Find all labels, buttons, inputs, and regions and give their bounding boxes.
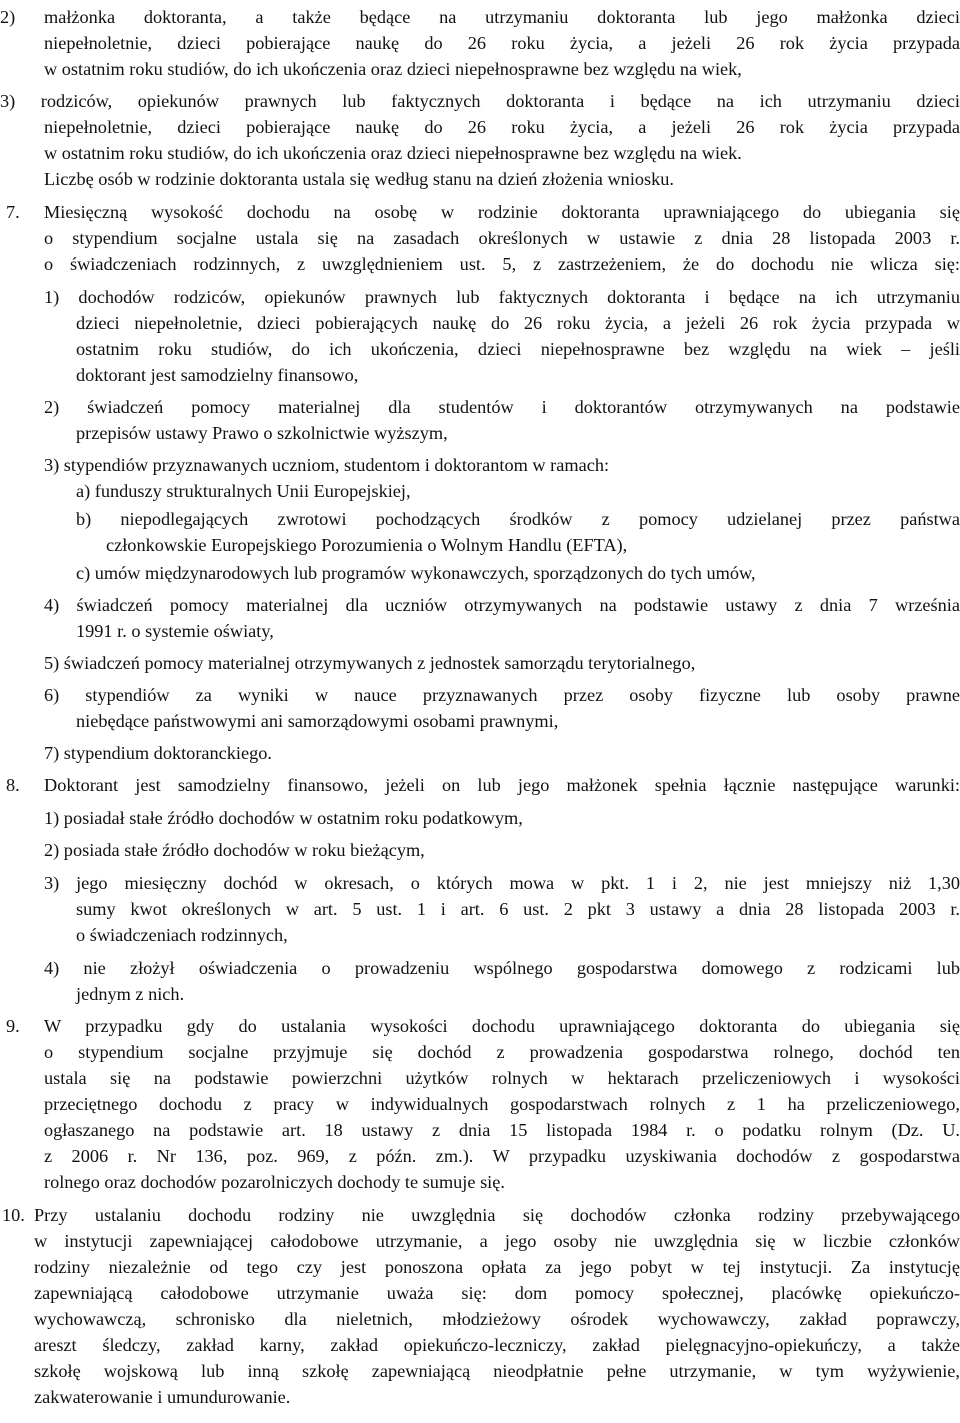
text-line: 9. <box>6 1016 20 1036</box>
text-line: 8. <box>6 775 20 795</box>
text-line: ogłaszanego na podstawie art. 18 ustawy z dnia 15 listopada 1984 r. o podatku rolnym (Dz. U. <box>44 1120 960 1140</box>
text-line: zapewniającą całodobowe utrzymanie uważa się: dom pomocy społecznej, placówkę opiekuńczo- <box>34 1283 960 1303</box>
text-line: przepisów ustawy Prawo o szkolnictwie wyższym, <box>76 423 448 443</box>
text-line: w ostatnim roku studiów, do ich ukończenia oraz dzieci niepełnosprawne bez względu na wiek. <box>44 143 742 163</box>
text-line: c) umów międzynarodowych lub programów wykonawczych, sporządzonych do tych umów, <box>76 563 756 583</box>
text-line: członkowskie Europejskiego Porozumienia o Wolnym Handlu (EFTA), <box>106 535 628 555</box>
text-line: b) niepodlegających zwrotowi pochodzących środków z pomocy udzielanej przez państwa <box>76 509 960 529</box>
text-line: Miesięczną wysokość dochodu na osobę w rodzinie doktoranta uprawniającego do ubiegania się <box>44 202 960 222</box>
text-line: 4) świadczeń pomocy materialnej dla uczniów otrzymywanych na podstawie ustawy z dnia 7 września <box>44 595 960 615</box>
text-line: 2) posiada stałe źródło dochodów w roku bieżącym, <box>44 840 425 860</box>
text-line: 2) świadczeń pomocy materialnej dla studentów i doktorantów otrzymywanych na podstawie <box>44 397 960 417</box>
text-line: 3) jego miesięczny dochód w okresach, o których mowa w pkt. 1 i 2, nie jest mniejszy niż 1,30 <box>44 873 960 893</box>
text-line: 3) rodziców, opiekunów prawnych lub faktycznych doktoranta i będące na ich utrzymaniu dzieci <box>0 91 960 111</box>
text-line: niepełnoletnie, dzieci pobierające naukę do 26 roku życia, a jeżeli 26 rok życia przypada <box>44 33 960 53</box>
text-line: o stypendium socjalne ustala się na zasadach określonych w ustawie z dnia 28 listopada 2003 r. <box>44 228 960 248</box>
text-line: Doktorant jest samodzielny finansowo, jeżeli on lub jego małżonek spełnia łącznie następujące warunki: <box>44 775 960 795</box>
text-line: dzieci niepełnoletnie, dzieci pobierających naukę do 26 roku życia, a jeżeli 26 rok życia przypada w <box>76 313 960 333</box>
text-line: 2) małżonka doktoranta, a także będące na utrzymaniu doktoranta lub jego małżonka dzieci <box>0 7 960 27</box>
text-line: 5) świadczeń pomocy materialnej otrzymywanych z jednostek samorządu terytorialnego, <box>44 653 696 673</box>
text-line: szkołę wojskową lub inną szkołę zapewniającą nieodpłatnie pełne utrzymanie, w tym wyżywienie, <box>34 1361 960 1381</box>
text-line: 4) nie złożył oświadczenia o prowadzeniu wspólnego gospodarstwa domowego z rodzicami lub <box>44 958 960 978</box>
text-line: a) funduszy strukturalnych Unii Europejskiej, <box>76 481 411 501</box>
text-line: 1991 r. o systemie oświaty, <box>76 621 274 641</box>
text-line: rodziny niezależnie od tego czy jest ponoszona opłata za jego pobyt w tej instytucji. Za instytucję <box>34 1257 960 1277</box>
text-line: niebędące państwowymi ani samorządowymi osobami prawnymi, <box>76 711 559 731</box>
text-line: w ostatnim roku studiów, do ich ukończenia oraz dzieci niepełnosprawne bez względu na wiek, <box>44 59 742 79</box>
text-line: 7. <box>6 202 20 222</box>
text-line: areszt śledczy, zakład karny, zakład opiekuńczo-leczniczy, zakład pielęgnacyjno-opiekuńczy, a także <box>34 1335 960 1355</box>
text-line: 1) posiadał stałe źródło dochodów w ostatnim roku podatkowym, <box>44 808 523 828</box>
text-line: 3) stypendiów przyznawanych uczniom, studentom i doktorantom w ramach: <box>44 455 610 475</box>
text-line: 10. <box>2 1205 25 1225</box>
text-line: w instytucji zapewniającej całodobowe utrzymanie, a jego osoby nie uwzględnia się w liczbie członków <box>34 1231 960 1251</box>
text-line: ustala się na podstawie powierzchni użytków rolnych w hektarach przeliczeniowych i wysokości <box>44 1068 960 1088</box>
text-line: o stypendium socjalne przyjmuje się dochód z prowadzenia gospodarstwa rolnego, dochód ten <box>44 1042 960 1062</box>
text-line: 7) stypendium doktoranckiego. <box>44 743 272 763</box>
text-line: Liczbę osób w rodzinie doktoranta ustala się według stanu na dzień złożenia wniosku. <box>44 169 675 189</box>
text-line: o świadczeniach rodzinnych, z uwzględnieniem ust. 5, z zastrzeżeniem, że do dochodu nie wlicza się: <box>44 254 960 274</box>
text-line: 6) stypendiów za wyniki w nauce przyznawanych przez osoby fizyczne lub osoby prawne <box>44 685 960 705</box>
text-line: o świadczeniach rodzinnych, <box>76 925 288 945</box>
text-line: jednym z nich. <box>76 984 185 1004</box>
text-line: zakwaterowanie i umundurowanie. <box>34 1387 291 1407</box>
text-line: doktorant jest samodzielny finansowo, <box>76 365 359 385</box>
text-line: przeciętnego dochodu z pracy w indywidualnych gospodarstwach rolnych z 1 ha przeliczeniowego, <box>44 1094 960 1114</box>
text-line: Przy ustalaniu dochodu rodziny nie uwzględnia się dochodów członka rodziny przebywającego <box>34 1205 960 1225</box>
text-line: rolnego oraz dochodów pozarolniczych dochody te sumuje się. <box>44 1172 505 1192</box>
text-line: sumy kwot określonych w art. 5 ust. 1 i art. 6 ust. 2 pkt 3 ustawy a dnia 28 listopada 2003 r. <box>76 899 960 919</box>
text-line: niepełnoletnie, dzieci pobierające naukę do 26 roku życia, a jeżeli 26 rok życia przypada <box>44 117 960 137</box>
text-line: z 2006 r. Nr 136, poz. 969, z późn. zm.). W przypadku uzyskiwania dochodów z gospodarstwa <box>44 1146 960 1166</box>
text-line: wychowawczą, schronisko dla nieletnich, młodzieżowy ośrodek wychowawczy, zakład poprawczy, <box>34 1309 960 1329</box>
text-line: W przypadku gdy do ustalania wysokości dochodu uprawniającego doktoranta do ubiegania się <box>44 1016 960 1036</box>
text-line: ostatnim roku studiów, do ich ukończenia, dzieci niepełnosprawne bez względu na wiek – jeśli <box>76 339 960 359</box>
text-line: 1) dochodów rodziców, opiekunów prawnych lub faktycznych doktoranta i będące na ich utrzymaniu <box>44 287 960 307</box>
